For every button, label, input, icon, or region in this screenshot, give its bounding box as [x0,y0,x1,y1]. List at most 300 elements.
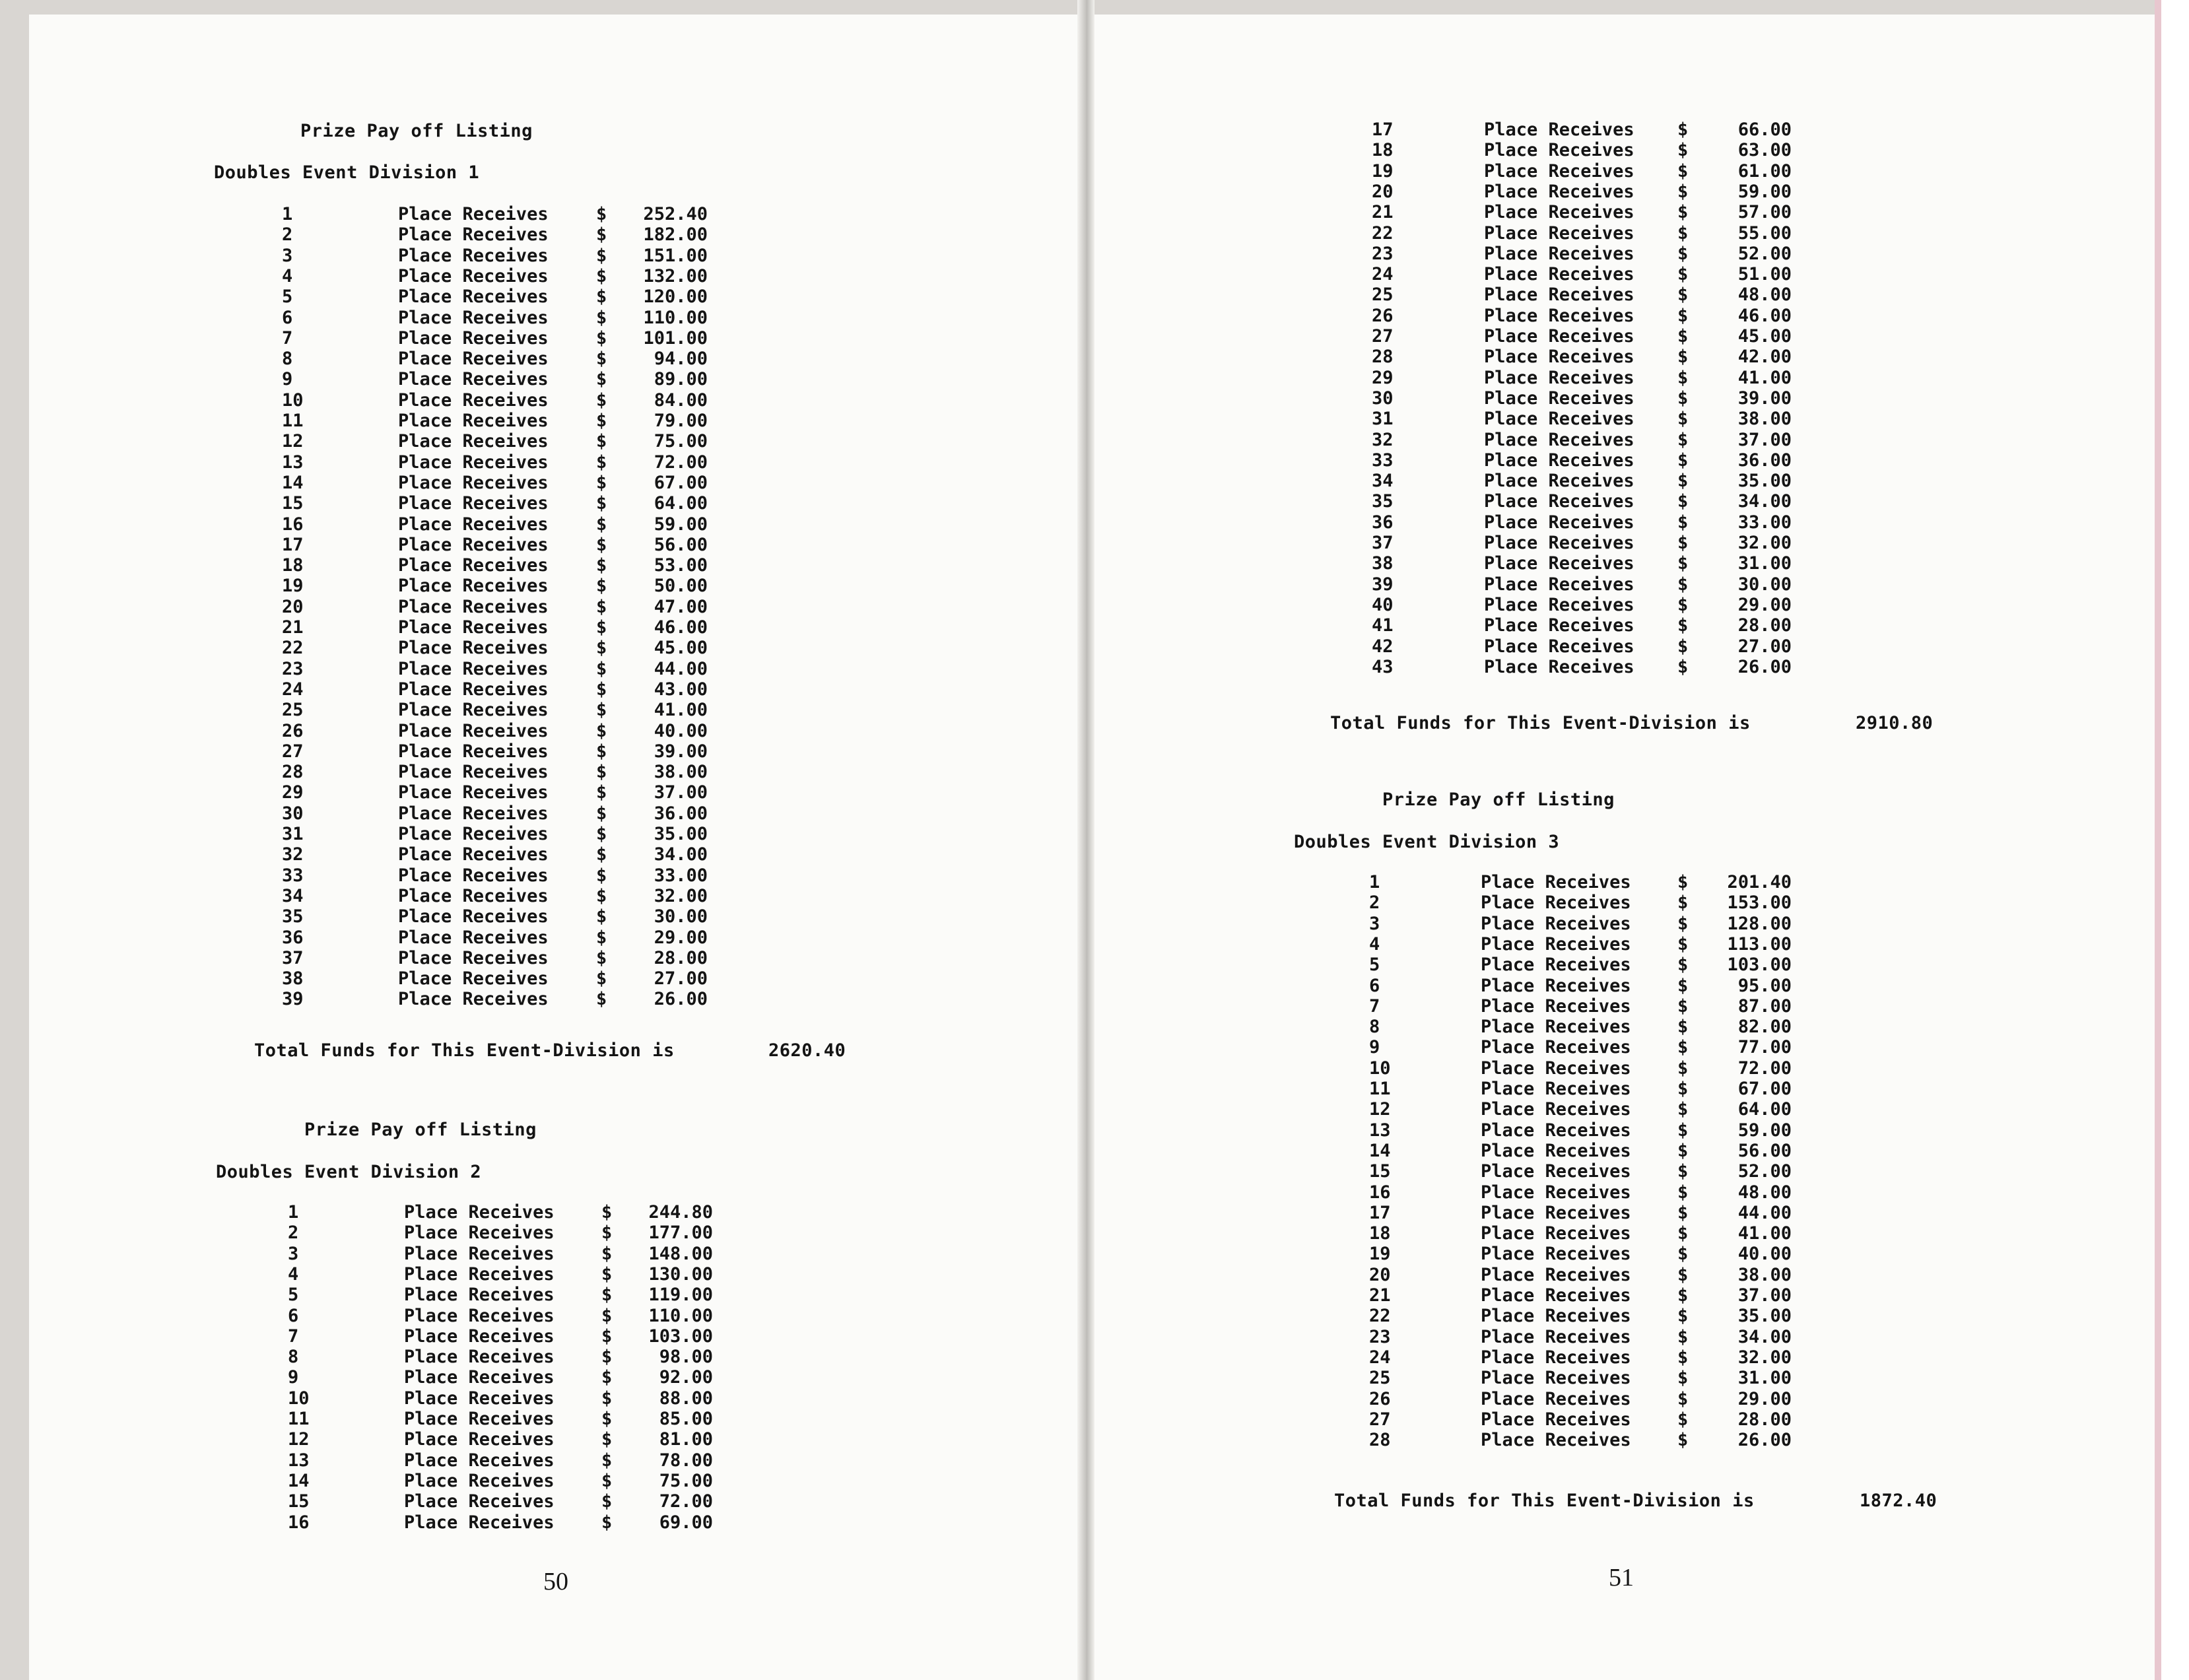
prize-amount: 35.00 [654,824,708,844]
place-rank: 43 [1372,657,1394,677]
place-rank: 5 [288,1285,299,1305]
payout-row [0,1079,1792,1099]
place-label: Place Receives [1484,161,1634,182]
place-rank: 17 [1369,1203,1391,1223]
place-label: Place Receives [398,349,549,369]
currency-symbol: $ [1677,657,1689,677]
currency-symbol: $ [601,1326,613,1347]
payout-row [0,844,708,865]
currency-symbol: $ [596,700,607,720]
currency-symbol: $ [1677,1306,1689,1326]
currency-symbol: $ [1677,553,1689,574]
place-label: Place Receives [1484,223,1634,244]
currency-symbol: $ [1677,996,1689,1017]
currency-symbol: $ [596,824,607,844]
currency-symbol: $ [601,1471,613,1491]
place-rank: 5 [1369,955,1380,975]
place-rank: 1 [282,204,293,224]
currency-symbol: $ [596,906,607,927]
place-rank: 21 [1369,1285,1391,1306]
prize-amount: 27.00 [654,968,708,989]
place-label: Place Receives [1481,1203,1631,1223]
place-rank: 5 [282,286,293,307]
currency-symbol: $ [596,493,607,514]
place-rank: 9 [288,1367,299,1388]
payout-row [0,824,708,844]
currency-symbol: $ [1677,368,1689,388]
place-rank: 35 [1372,491,1394,512]
place-label: Place Receives [404,1244,555,1264]
left-block1-total-label: Total Funds for This Event-Division is [254,1040,675,1061]
place-label: Place Receives [1484,430,1634,450]
place-rank: 25 [1369,1368,1391,1388]
payout-row [0,741,708,762]
place-label: Place Receives [404,1223,555,1243]
place-rank: 14 [1369,1141,1391,1161]
prize-amount: 52.00 [1737,1161,1792,1182]
payout-row [0,140,1792,160]
currency-symbol: $ [596,721,607,741]
place-label: Place Receives [398,431,549,452]
payout-row [0,782,708,803]
place-rank: 18 [1372,140,1394,160]
place-rank: 4 [288,1264,299,1285]
place-label: Place Receives [1484,264,1634,285]
place-rank: 23 [1369,1327,1391,1347]
place-label: Place Receives [398,741,549,762]
prize-amount: 52.00 [1737,244,1792,264]
right-block2-event-title: Doubles Event Division 3 [1294,832,1560,852]
currency-symbol: $ [596,328,607,349]
prize-amount: 103.00 [1727,955,1792,975]
place-rank: 27 [282,741,304,762]
place-label: Place Receives [398,865,549,886]
place-label: Place Receives [1484,347,1634,367]
place-label: Place Receives [1484,140,1634,160]
place-label: Place Receives [404,1429,555,1450]
place-rank: 10 [282,390,304,411]
place-rank: 32 [282,844,304,865]
place-rank: 23 [282,659,304,679]
prize-amount: 40.00 [1737,1244,1792,1264]
place-rank: 8 [282,349,293,369]
currency-symbol: $ [596,266,607,286]
prize-amount: 26.00 [1737,657,1792,677]
place-rank: 26 [1369,1389,1391,1409]
currency-symbol: $ [1677,1161,1689,1182]
place-rank: 33 [282,865,304,886]
prize-amount: 34.00 [1737,1327,1792,1347]
right-block1-total-label: Total Funds for This Event-Division is [1330,713,1751,733]
place-rank: 22 [282,638,304,658]
place-rank: 24 [1372,264,1394,285]
place-rank: 29 [1372,368,1394,388]
prize-amount: 72.00 [1737,1058,1792,1079]
place-rank: 3 [288,1244,299,1264]
currency-symbol: $ [596,886,607,906]
place-label: Place Receives [1481,1389,1631,1409]
prize-amount: 39.00 [654,741,708,762]
place-rank: 41 [1372,615,1394,636]
currency-symbol: $ [1677,1347,1689,1368]
prize-amount: 34.00 [654,844,708,865]
currency-symbol: $ [596,349,607,369]
place-rank: 16 [288,1512,310,1533]
prize-amount: 87.00 [1737,996,1792,1017]
left-block2-event-title: Doubles Event Division 2 [216,1162,482,1182]
place-rank: 34 [282,886,304,906]
left-block1-total-value: 2620.40 [768,1040,846,1061]
place-rank: 21 [1372,202,1394,222]
currency-symbol: $ [1677,574,1689,595]
currency-symbol: $ [1677,934,1689,955]
place-rank: 37 [1372,533,1394,553]
place-label: Place Receives [1481,1368,1631,1388]
currency-symbol: $ [601,1223,613,1243]
left-block1-heading: Prize Pay off Listing [300,121,533,141]
place-rank: 18 [282,555,304,576]
place-label: Place Receives [398,535,549,555]
currency-symbol: $ [1677,182,1689,202]
prize-amount: 40.00 [654,721,708,741]
prize-amount: 153.00 [1727,892,1792,913]
prize-amount: 41.00 [1737,368,1792,388]
prize-amount: 37.00 [1737,430,1792,450]
place-label: Place Receives [1481,914,1631,934]
currency-symbol: $ [1677,306,1689,326]
place-label: Place Receives [398,844,549,865]
prize-amount: 78.00 [659,1450,713,1471]
currency-symbol: $ [1677,976,1689,996]
currency-symbol: $ [596,927,607,948]
prize-amount: 43.00 [654,679,708,700]
currency-symbol: $ [596,555,607,576]
prize-amount: 44.00 [654,659,708,679]
currency-symbol: $ [601,1244,613,1264]
place-label: Place Receives [1481,1409,1631,1430]
prize-amount: 85.00 [659,1409,713,1429]
currency-symbol: $ [601,1306,613,1326]
currency-symbol: $ [596,535,607,555]
place-rank: 29 [282,782,304,803]
currency-symbol: $ [601,1388,613,1409]
place-rank: 24 [1369,1347,1391,1368]
place-rank: 19 [282,576,304,596]
payout-row [0,1471,713,1491]
prize-amount: 29.00 [1737,595,1792,615]
prize-amount: 75.00 [654,431,708,452]
prize-amount: 38.00 [654,762,708,782]
prize-amount: 30.00 [1737,574,1792,595]
currency-symbol: $ [596,679,607,700]
place-rank: 17 [1372,119,1394,140]
prize-amount: 67.00 [654,473,708,493]
prize-amount: 30.00 [654,906,708,927]
place-rank: 25 [282,700,304,720]
prize-amount: 55.00 [1737,223,1792,244]
currency-symbol: $ [1677,388,1689,409]
currency-symbol: $ [596,514,607,535]
place-rank: 7 [282,328,293,349]
currency-symbol: $ [1677,1244,1689,1264]
currency-symbol: $ [1677,955,1689,975]
place-rank: 27 [1372,326,1394,347]
currency-symbol: $ [601,1429,613,1450]
currency-symbol: $ [1677,244,1689,264]
currency-symbol: $ [1677,450,1689,471]
currency-symbol: $ [596,576,607,596]
prize-amount: 57.00 [1737,202,1792,222]
place-label: Place Receives [1481,872,1631,892]
place-rank: 18 [1369,1223,1391,1244]
place-label: Place Receives [1481,1347,1631,1368]
place-label: Place Receives [398,514,549,535]
prize-amount: 110.00 [648,1306,713,1326]
currency-symbol: $ [601,1202,613,1223]
currency-symbol: $ [596,390,607,411]
place-label: Place Receives [398,948,549,968]
right-block1-total-value: 2910.80 [1856,713,1934,733]
place-label: Place Receives [398,246,549,266]
prize-amount: 51.00 [1737,264,1792,285]
currency-symbol: $ [1677,595,1689,615]
place-rank: 38 [282,968,304,989]
place-rank: 15 [288,1491,310,1512]
place-label: Place Receives [398,638,549,658]
currency-symbol: $ [1677,1058,1689,1079]
prize-amount: 103.00 [648,1326,713,1347]
place-label: Place Receives [1484,182,1634,202]
prize-amount: 53.00 [654,555,708,576]
prize-amount: 46.00 [1737,306,1792,326]
place-label: Place Receives [404,1388,555,1409]
left-page [29,15,1084,1680]
place-rank: 26 [1372,306,1394,326]
place-label: Place Receives [398,617,549,638]
place-label: Place Receives [1481,1079,1631,1099]
page-edge [2155,0,2161,1680]
place-label: Place Receives [398,762,549,782]
payout-row [0,700,708,720]
currency-symbol: $ [1677,615,1689,636]
currency-symbol: $ [601,1285,613,1305]
prize-amount: 56.00 [1737,1141,1792,1161]
currency-symbol: $ [1677,161,1689,182]
prize-amount: 95.00 [1737,976,1792,996]
place-label: Place Receives [398,286,549,307]
place-label: Place Receives [1481,1182,1631,1203]
currency-symbol: $ [601,1347,613,1367]
prize-amount: 110.00 [643,308,708,328]
currency-symbol: $ [1677,1182,1689,1203]
place-rank: 28 [282,762,304,782]
payout-row [0,679,708,700]
place-label: Place Receives [1484,512,1634,533]
prize-amount: 82.00 [1737,1017,1792,1037]
currency-symbol: $ [1677,1017,1689,1037]
prize-amount: 252.40 [643,204,708,224]
currency-symbol: $ [1677,512,1689,533]
place-label: Place Receives [1484,202,1634,222]
place-label: Place Receives [404,1202,555,1223]
place-rank: 1 [1369,872,1380,892]
currency-symbol: $ [1677,264,1689,285]
currency-symbol: $ [596,782,607,803]
place-rank: 11 [1369,1079,1391,1099]
place-label: Place Receives [1481,1141,1631,1161]
place-rank: 3 [1369,914,1380,934]
currency-symbol: $ [596,844,607,865]
prize-amount: 28.00 [1737,1409,1792,1430]
place-rank: 34 [1372,471,1394,491]
place-rank: 2 [282,224,293,245]
prize-amount: 45.00 [1737,326,1792,347]
prize-amount: 59.00 [654,514,708,535]
prize-amount: 81.00 [659,1429,713,1450]
place-label: Place Receives [1481,1037,1631,1058]
place-label: Place Receives [398,411,549,431]
prize-amount: 47.00 [654,597,708,617]
currency-symbol: $ [596,968,607,989]
currency-symbol: $ [1677,1368,1689,1388]
place-rank: 17 [282,535,304,555]
payout-row [0,762,708,782]
currency-symbol: $ [596,286,607,307]
place-rank: 4 [282,266,293,286]
place-rank: 23 [1372,244,1394,264]
currency-symbol: $ [596,948,607,968]
prize-amount: 29.00 [1737,1389,1792,1409]
prize-amount: 79.00 [654,411,708,431]
prize-amount: 41.00 [654,700,708,720]
place-rank: 42 [1372,636,1394,657]
place-label: Place Receives [398,886,549,906]
currency-symbol: $ [596,411,607,431]
place-label: Place Receives [1481,1327,1631,1347]
currency-symbol: $ [1677,347,1689,367]
prize-amount: 66.00 [1737,119,1792,140]
place-rank: 22 [1369,1306,1391,1326]
prize-amount: 42.00 [1737,347,1792,367]
place-rank: 11 [288,1409,310,1429]
place-label: Place Receives [1484,409,1634,429]
currency-symbol: $ [596,473,607,493]
prize-amount: 151.00 [643,246,708,266]
payout-row [0,1058,1792,1079]
place-label: Place Receives [1484,636,1634,657]
place-rank: 7 [1369,996,1380,1017]
prize-amount: 33.00 [654,865,708,886]
place-rank: 39 [1372,574,1394,595]
place-rank: 13 [282,452,304,473]
prize-amount: 48.00 [1737,1182,1792,1203]
prize-amount: 177.00 [648,1223,713,1243]
place-label: Place Receives [1481,892,1631,913]
place-rank: 10 [1369,1058,1391,1079]
prize-amount: 50.00 [654,576,708,596]
prize-amount: 201.40 [1727,872,1792,892]
currency-symbol: $ [1677,223,1689,244]
currency-symbol: $ [1677,533,1689,553]
prize-amount: 113.00 [1727,934,1792,955]
payout-row [0,1491,713,1512]
place-label: Place Receives [398,369,549,389]
place-label: Place Receives [1481,1430,1631,1450]
place-rank: 20 [282,597,304,617]
place-label: Place Receives [398,493,549,514]
prize-amount: 28.00 [1737,615,1792,636]
place-label: Place Receives [1484,533,1634,553]
place-label: Place Receives [398,906,549,927]
prize-amount: 120.00 [643,286,708,307]
place-rank: 14 [288,1471,310,1491]
currency-symbol: $ [1677,1079,1689,1099]
place-label: Place Receives [404,1450,555,1471]
place-label: Place Receives [1484,306,1634,326]
prize-amount: 35.00 [1737,471,1792,491]
place-label: Place Receives [404,1471,555,1491]
currency-symbol: $ [1677,1203,1689,1223]
place-label: Place Receives [1484,471,1634,491]
currency-symbol: $ [1677,1285,1689,1306]
payout-row [0,1182,1792,1203]
prize-amount: 26.00 [654,989,708,1009]
place-rank: 16 [1369,1182,1391,1203]
currency-symbol: $ [1677,1409,1689,1430]
place-rank: 6 [282,308,293,328]
place-rank: 19 [1372,161,1394,182]
place-label: Place Receives [398,721,549,741]
place-label: Place Receives [1481,955,1631,975]
currency-symbol: $ [1677,119,1689,140]
prize-amount: 77.00 [1737,1037,1792,1058]
currency-symbol: $ [1677,1099,1689,1120]
currency-symbol: $ [596,762,607,782]
place-label: Place Receives [404,1512,555,1533]
place-rank: 7 [288,1326,299,1347]
place-rank: 9 [282,369,293,389]
place-rank: 10 [288,1388,310,1409]
prize-amount: 32.00 [654,886,708,906]
place-label: Place Receives [1484,595,1634,615]
place-rank: 36 [1372,512,1394,533]
currency-symbol: $ [601,1450,613,1471]
prize-amount: 48.00 [1737,285,1792,305]
place-label: Place Receives [404,1306,555,1326]
right-block2-heading: Prize Pay off Listing [1382,790,1615,810]
right-block2-total-label: Total Funds for This Event-Division is [1334,1491,1755,1511]
right-page-number: 51 [1609,1564,1634,1592]
currency-symbol: $ [596,617,607,638]
place-rank: 12 [1369,1099,1391,1120]
place-label: Place Receives [398,968,549,989]
place-rank: 1 [288,1202,299,1223]
prize-amount: 64.00 [654,493,708,514]
place-rank: 36 [282,927,304,948]
place-label: Place Receives [1484,368,1634,388]
place-rank: 22 [1372,223,1394,244]
currency-symbol: $ [1677,1265,1689,1285]
place-rank: 4 [1369,934,1380,955]
prize-amount: 27.00 [1737,636,1792,657]
prize-amount: 37.00 [1737,1285,1792,1306]
currency-symbol: $ [596,246,607,266]
payout-row [0,721,708,741]
payout-row [0,1099,1792,1120]
place-rank: 8 [288,1347,299,1367]
currency-symbol: $ [596,431,607,452]
currency-symbol: $ [596,224,607,245]
